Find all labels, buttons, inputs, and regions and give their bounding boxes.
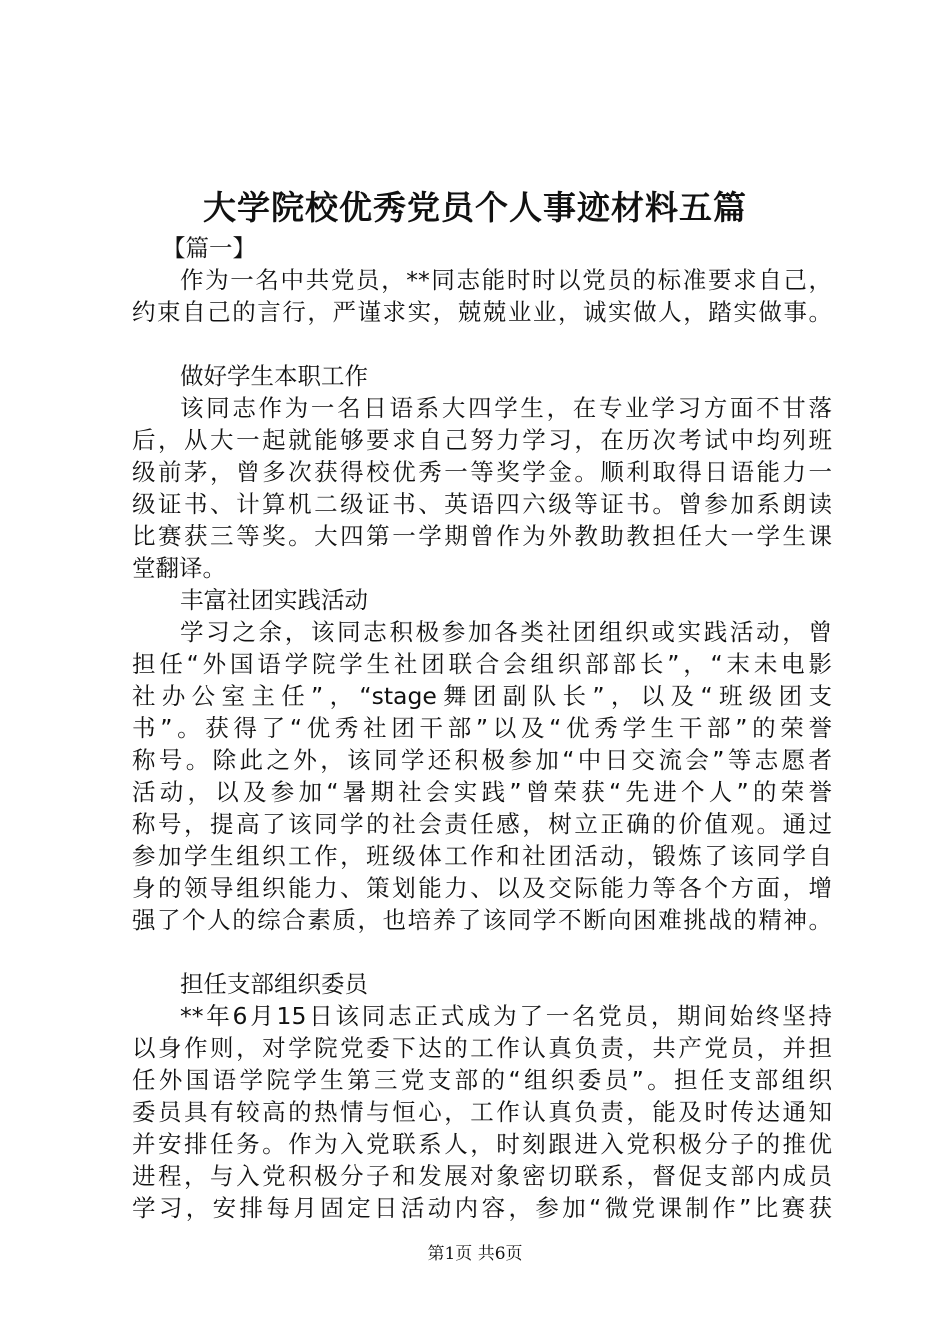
paragraph-line: 称号。除此之外，该同学还积极参加“中日交流会”等志愿者 — [132, 746, 832, 774]
paragraph-line: 并安排任务。作为入党联系人，时刻跟进入党积极分子的推优 — [132, 1130, 832, 1158]
paragraph-line: 强了个人的综合素质，也培养了该同学不断向困难挑战的精神。 — [132, 906, 832, 934]
page-number-footer: 第1页 共6页 — [427, 1244, 523, 1264]
document-title: 大学院校优秀党员个人事迹材料五篇 — [203, 188, 747, 227]
paragraph-line: 后，从大一起就能够要求自己努力学习，在历次考试中均列班 — [132, 426, 832, 454]
paragraph-line: 该同志作为一名日语系大四学生，在专业学习方面不甘落 — [180, 394, 832, 422]
section-heading: 做好学生本职工作 — [180, 362, 368, 390]
paragraph-line: 参加学生组织工作，班级体工作和社团活动，锻炼了该同学自 — [132, 842, 832, 870]
paragraph-line: 约束自己的言行，严谨求实，兢兢业业，诚实做人，踏实做事。 — [132, 298, 832, 326]
paragraph-gap — [132, 936, 832, 968]
paragraph-line: 级前茅，曾多次获得校优秀一等奖学金。顺利取得日语能力一 — [132, 458, 832, 486]
paragraph-line: 作为一名中共党员，**同志能时时以党员的标准要求自己， — [180, 266, 832, 294]
paragraph-line: 担任“外国语学院学生社团联合会组织部部长”，“末未电影 — [132, 650, 832, 678]
document-body — [132, 232, 832, 1224]
paragraph-line: 以身作则，对学院党委下达的工作认真负责，共产党员，并担 — [132, 1034, 832, 1062]
paragraph-gap — [132, 328, 832, 360]
section-heading: 丰富社团实践活动 — [180, 586, 368, 614]
paragraph-line: 进程，与入党积极分子和发展对象密切联系，督促支部内成员 — [132, 1162, 832, 1190]
paragraph-line: 社办公室主任”，“stage舞团副队长”，以及“班级团支 — [132, 682, 832, 710]
paragraph-line: 称号，提高了该同学的社会责任感，树立正确的价值观。通过 — [132, 810, 832, 838]
paragraph-line: 身的领导组织能力、策划能力、以及交际能力等各个方面，增 — [132, 874, 832, 902]
section-heading: 担任支部组织委员 — [180, 970, 368, 998]
paragraph-line: 比赛获三等奖。大四第一学期曾作为外教助教担任大一学生课 — [132, 522, 832, 550]
paragraph-line: 活动，以及参加“暑期社会实践”曾荣获“先进个人”的荣誉 — [132, 778, 832, 806]
paragraph-line: 任外国语学院学生第三党支部的“组织委员”。担任支部组织 — [132, 1066, 832, 1094]
paragraph-line: 级证书、计算机二级证书、英语四六级等证书。曾参加系朗读 — [132, 490, 832, 518]
paragraph-line: 委员具有较高的热情与恒心，工作认真负责，能及时传达通知 — [132, 1098, 832, 1126]
paragraph-line: 学习，安排每月固定日活动内容，参加“微党课制作”比赛获 — [132, 1194, 832, 1222]
paragraph-line: 堂翻译。 — [132, 554, 226, 582]
section-label: 【篇一】 — [162, 234, 256, 262]
paragraph-line: **年6月15日该同志正式成为了一名党员，期间始终坚持 — [180, 1002, 832, 1030]
paragraph-line: 书”。获得了“优秀社团干部”以及“优秀学生干部”的荣誉 — [132, 714, 832, 742]
paragraph-line: 学习之余，该同志积极参加各类社团组织或实践活动，曾 — [180, 618, 832, 646]
